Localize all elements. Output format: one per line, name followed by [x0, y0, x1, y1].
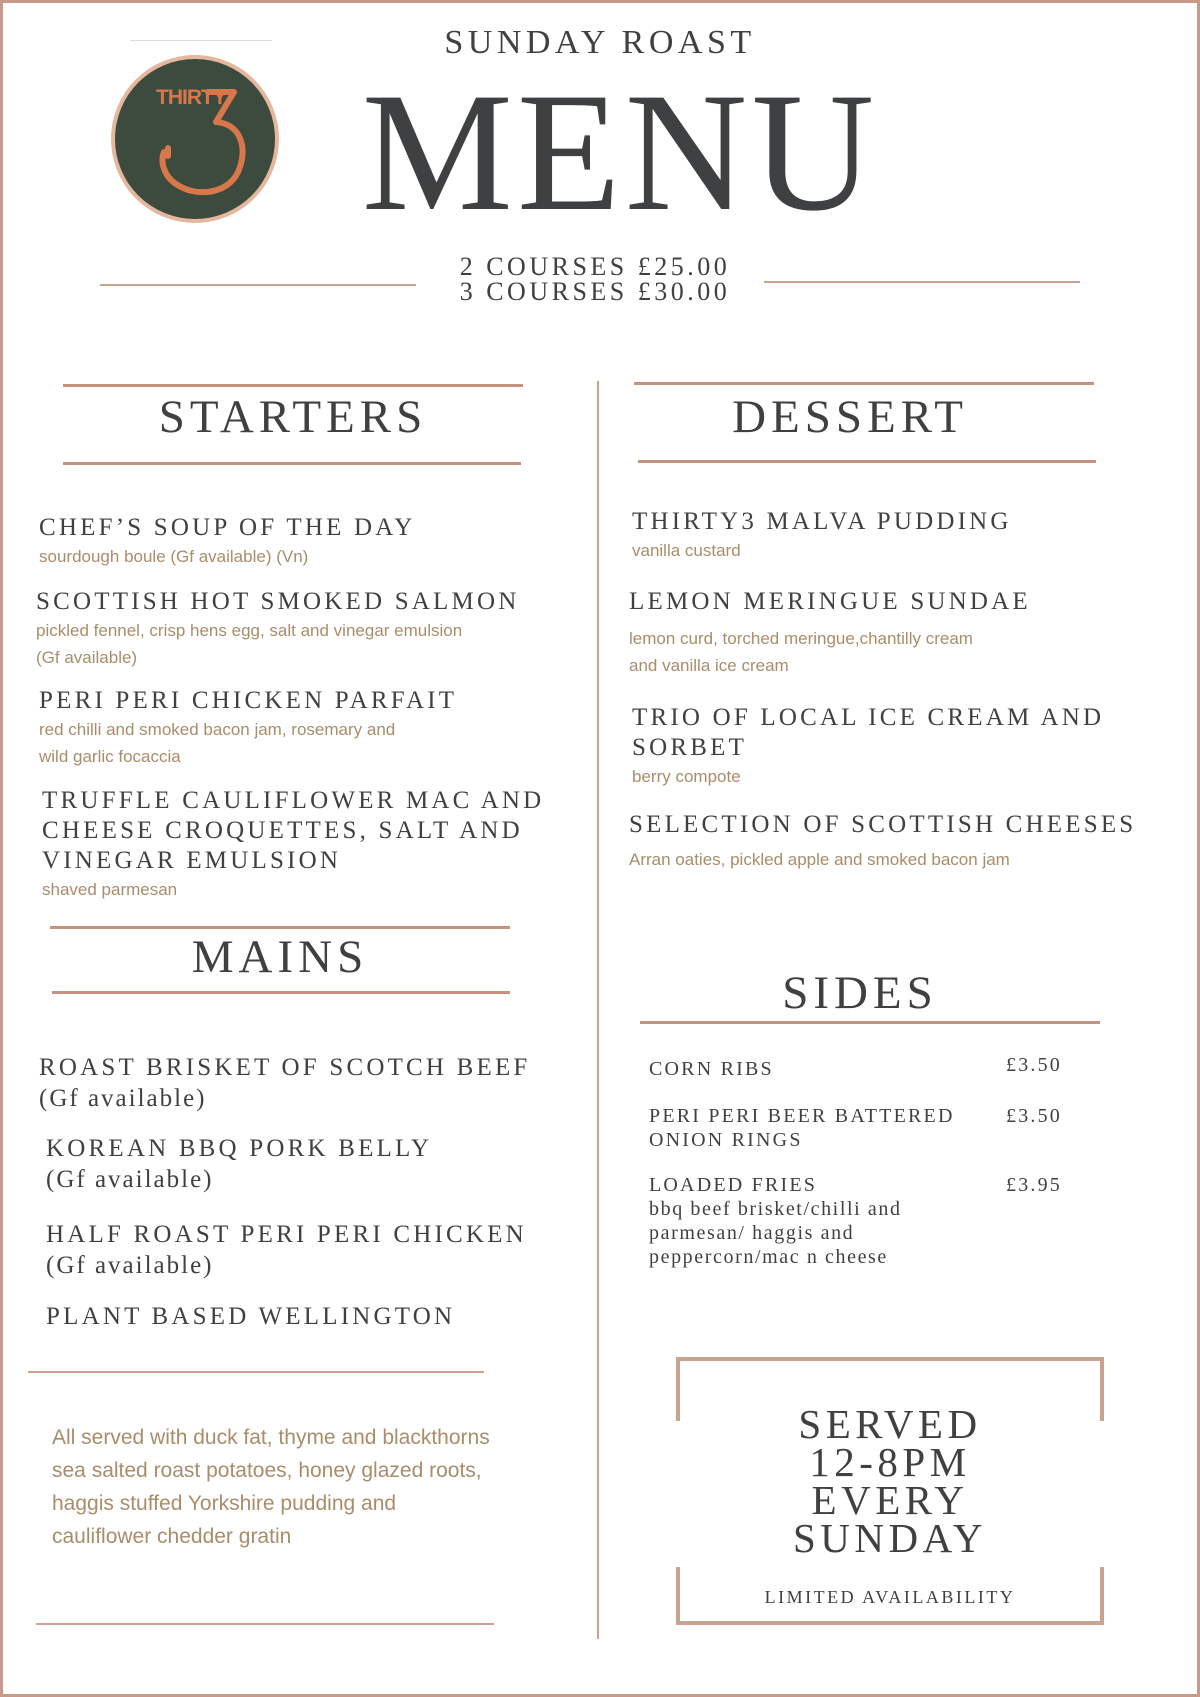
dessert-item [629, 810, 1194, 873]
starter-desc: (Gf available) [36, 648, 138, 667]
main-note: (Gf available) [46, 1166, 214, 1193]
dessert-title: SORBET [632, 734, 748, 761]
served-box [676, 1357, 1104, 1625]
side-name: PERI PERI BEER BATTERED [649, 1105, 955, 1127]
dessert-desc: Arran oaties, pickled apple and smoked bacon jam [629, 850, 1010, 869]
page-title: MENU [361, 58, 879, 246]
side-name: ONION RINGS [649, 1129, 803, 1151]
main-title: ROAST BRISKET OF SCOTCH BEEF [39, 1054, 531, 1081]
side-price: £3.50 [1006, 1105, 1062, 1127]
starter-desc: wild garlic focaccia [39, 747, 181, 766]
logo [108, 52, 282, 226]
dessert-title: TRIO OF LOCAL ICE CREAM AND [632, 704, 1105, 731]
side-price: £3.95 [1006, 1174, 1062, 1196]
starters-bottom-rule [63, 462, 521, 465]
dessert-top-rule [634, 382, 1094, 385]
side-detail: peppercorn/mac n cheese [649, 1246, 888, 1268]
dessert-bottom-rule [638, 460, 1096, 463]
starter-title: PERI PERI CHICKEN PARFAIT [39, 687, 458, 714]
dessert-desc: berry compote [632, 767, 741, 786]
starter-item [39, 686, 579, 770]
box-left-top-edge [676, 1357, 680, 1421]
starter-title: CHEF’S SOUP OF THE DAY [39, 514, 416, 541]
header-left-rule [100, 284, 416, 286]
starters-heading: STARTERS [158, 391, 428, 443]
side-detail: bbq beef brisket/chilli and [649, 1198, 902, 1220]
starter-title: VINEGAR EMULSION [42, 847, 342, 874]
mains-bottom-rule [52, 991, 510, 994]
logo-text: THIRTY [156, 86, 226, 109]
starter-title: TRUFFLE CAULIFLOWER MAC AND [42, 787, 545, 814]
main-title: PLANT BASED WELLINGTON [46, 1303, 456, 1330]
box-right-top-edge [1100, 1357, 1104, 1421]
served-with-text [52, 1421, 572, 1553]
mains-served-bottom-rule [36, 1623, 494, 1625]
dessert-item [632, 703, 1192, 790]
dessert-item [629, 587, 1189, 679]
served-with-line: cauliflower chedder gratin [52, 1525, 292, 1548]
box-bottom-edge [676, 1621, 1104, 1625]
starter-desc: red chilli and smoked bacon jam, rosemary and [39, 720, 396, 739]
box-right-bottom-edge [1100, 1567, 1104, 1625]
main-item [46, 1133, 586, 1195]
starter-desc: sourdough boule (Gf available) (Vn) [39, 547, 309, 566]
dessert-desc: lemon curd, torched meringue,chantilly cream [629, 629, 973, 648]
served-line: SERVED [798, 1401, 982, 1447]
starters-top-rule [63, 384, 523, 387]
subtitle: SUNDAY ROAST [444, 24, 756, 61]
starter-item [39, 513, 579, 570]
dessert-title: THIRTY3 MALVA PUDDING [632, 508, 1012, 535]
column-divider [597, 381, 599, 1639]
side-name: CORN RIBS [649, 1058, 774, 1080]
served-with-line: sea salted roast potatoes, honey glazed roots, [52, 1459, 482, 1482]
side-detail: parmesan/ haggis and [649, 1222, 855, 1244]
dessert-title: LEMON MERINGUE SUNDAE [629, 588, 1031, 615]
starter-desc: pickled fennel, crisp hens egg, salt and vinegar emulsion [36, 621, 463, 640]
served-with-line: All served with duck fat, thyme and blackthorns [52, 1426, 490, 1449]
dessert-title: SELECTION OF SCOTTISH CHEESES [629, 811, 1137, 838]
starter-item [36, 587, 581, 671]
main-item [46, 1301, 586, 1332]
pricing-three-courses: 3 COURSES £30.00 [459, 277, 731, 306]
starter-title: CHEESE CROQUETTES, SALT AND [42, 817, 523, 844]
starter-title: SCOTTISH HOT SMOKED SALMON [36, 588, 520, 615]
side-item [649, 1054, 1089, 1081]
limited-availability: LIMITED AVAILABILITY [764, 1587, 1016, 1607]
sides-heading: SIDES [782, 967, 938, 1019]
starter-desc: shaved parmesan [42, 880, 178, 899]
box-left-bottom-edge [676, 1567, 680, 1625]
dessert-desc: vanilla custard [632, 541, 741, 560]
main-title: HALF ROAST PERI PERI CHICKEN [46, 1221, 527, 1248]
logo-top-line [130, 40, 272, 41]
main-item [46, 1219, 586, 1281]
dessert-heading: DESSERT [732, 391, 968, 443]
dessert-desc: and vanilla ice cream [629, 656, 789, 675]
mains-top-rule [50, 926, 510, 929]
box-top-edge [676, 1357, 1104, 1361]
side-item [649, 1104, 1089, 1152]
main-note: (Gf available) [39, 1085, 207, 1112]
main-title: KOREAN BBQ PORK BELLY [46, 1135, 433, 1162]
served-with-line: haggis stuffed Yorkshire pudding and [52, 1492, 397, 1515]
sides-rule [640, 1021, 1100, 1024]
mains-heading: MAINS [191, 931, 369, 983]
pricing [430, 254, 760, 304]
header-right-rule [764, 281, 1080, 283]
served-line: SUNDAY [792, 1515, 988, 1561]
starter-item [42, 786, 592, 903]
pricing-two-courses: 2 COURSES £25.00 [459, 252, 731, 281]
served-line: EVERY [811, 1477, 969, 1523]
side-item [649, 1173, 1089, 1269]
side-name: LOADED FRIES [649, 1174, 818, 1196]
dessert-item [632, 507, 1172, 564]
side-price: £3.50 [1006, 1054, 1062, 1076]
mains-served-top-rule [28, 1371, 484, 1373]
served-hours [716, 1401, 1064, 1561]
served-line: 12-8PM [809, 1439, 971, 1485]
main-note: (Gf available) [46, 1252, 214, 1279]
main-item [39, 1052, 584, 1114]
